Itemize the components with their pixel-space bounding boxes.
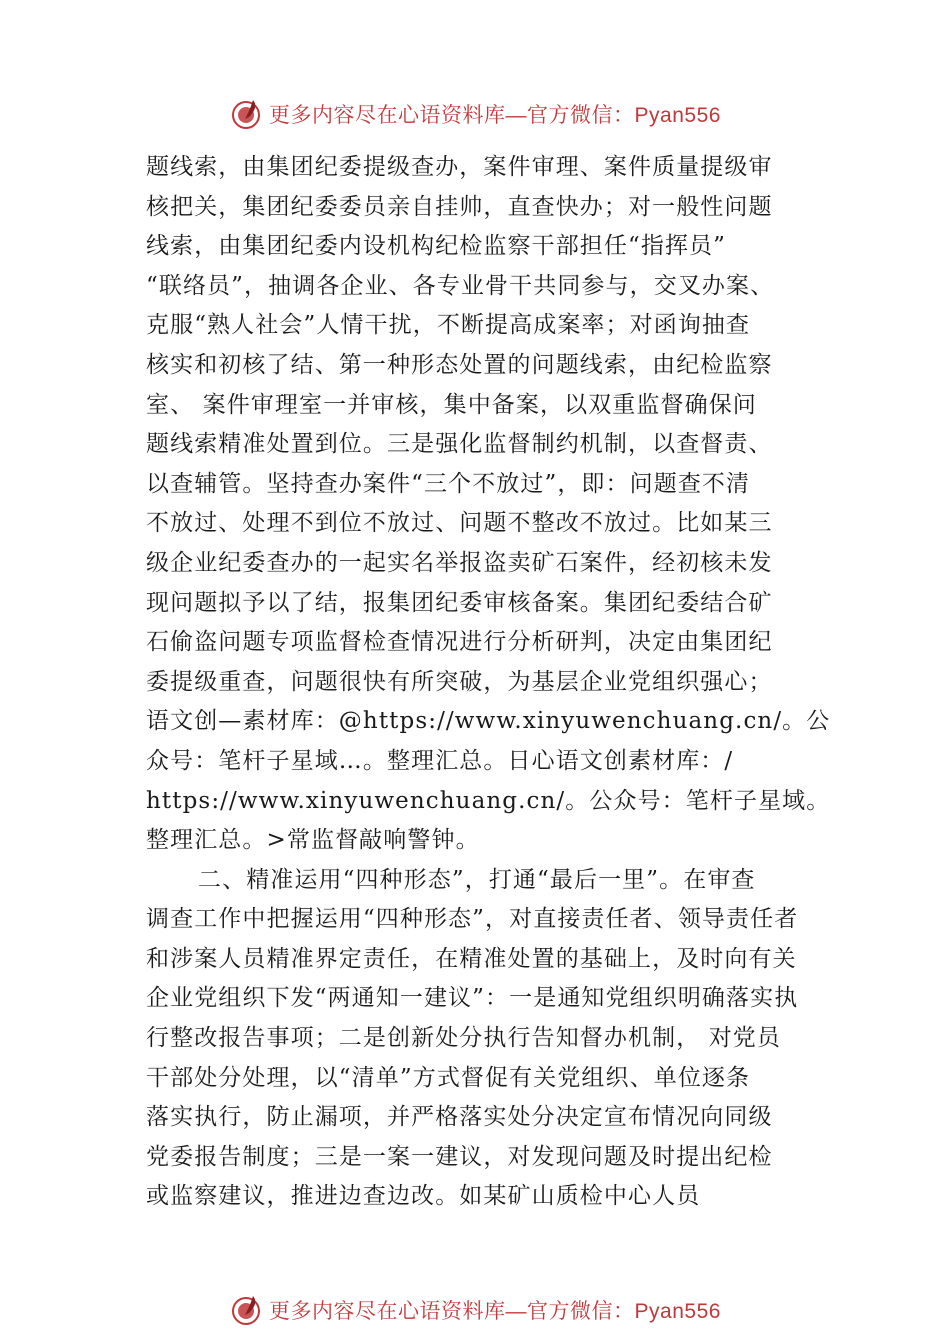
body-line: 调查工作中把握运用“四种形态”，对直接责任者、领导责任者 xyxy=(146,906,799,933)
body-line: 或监察建议，推进边查边改。如某矿山质检中心人员 xyxy=(146,1183,701,1210)
body-line: 行整改报告事项；二是创新处分执行告知督办机制， 对党员 xyxy=(146,1025,782,1052)
banner-text xyxy=(269,1295,721,1325)
banner-text xyxy=(269,99,721,129)
body-line: https://www.xinyuwenchuang.cn/。公众号：笔杆子星域。 xyxy=(146,787,831,814)
body-line: 核把关，集团纪委委员亲自挂帅，直查快办；对一般性问题 xyxy=(146,193,773,220)
body-line: 委提级重查，问题很快有所突破，为基层企业党组织强心； xyxy=(146,668,773,695)
banner-contact: —官方微信：Pyan556 xyxy=(505,1300,721,1323)
body-line: 语文创—素材库：@https://www.xinyuwenchuang.cn/。公 xyxy=(146,708,831,735)
body-line: 企业党组织下发“两通知一建议”：一是通知党组织明确落实执 xyxy=(146,985,799,1012)
body-line: 核实和初核了结、第一种形态处置的问题线索，由纪检监察 xyxy=(146,351,773,378)
body-line: 整理汇总。>常监督敲响警钟。 xyxy=(146,827,480,854)
body-line: 克服“熟人社会”人情干扰，不断提高成案率；对函询抽查 xyxy=(146,312,751,339)
body-line: 众号：笔杆子星域…。整理汇总。日心语文创素材库：/ xyxy=(146,747,734,774)
body-line: 落实执行，防止漏项，并严格落实处分决定宣布情况向同级 xyxy=(146,1104,773,1131)
body-line: 以查辅管。坚持查办案件“三个不放过”，即：问题查不清 xyxy=(146,470,751,497)
footer-banner xyxy=(0,1290,950,1330)
body-line: 党委报告制度；三是一案一建议，对发现问题及时提出纪检 xyxy=(146,1143,773,1170)
body-line: 题线索，由集团纪委提级查办，案件审理、案件质量提级审 xyxy=(146,154,773,180)
body-line: 干部处分处理，以“清单”方式督促有关党组织、单位逐条 xyxy=(146,1064,751,1091)
body-line: 级企业纪委查办的一起实名举报盗卖矿石案件，经初核未发 xyxy=(146,549,773,576)
body-line: 石偷盗问题专项监督检查情况进行分析研判，决定由集团纪 xyxy=(146,629,773,656)
quill-seal-icon xyxy=(229,97,263,131)
body-line: 现问题拟予以了结，报集团纪委审核备案。集团纪委结合矿 xyxy=(146,589,773,616)
body-line: 和涉案人员精准界定责任，在精准处置的基础上，及时向有关 xyxy=(146,945,797,972)
body-line: “联络员”，抽调各企业、各专业骨干共同参与，交叉办案、 xyxy=(146,272,775,299)
quill-seal-icon xyxy=(229,1293,263,1327)
section-heading-line: 二、精准运用“四种形态”，打通“最后一里”。在审查 xyxy=(198,866,756,893)
banner-main: 更多内容尽在心语资料库 xyxy=(269,1299,506,1323)
body-line: 线索，由集团纪委内设机构纪检监察干部担任“指挥员” xyxy=(146,233,727,260)
body-line: 室、 案件审理室一并审核，集中备案，以双重监督确保问 xyxy=(146,391,757,418)
body-line: 不放过、处理不到位不放过、问题不整改不放过。比如某三 xyxy=(146,510,773,537)
header-banner xyxy=(0,94,950,134)
banner-main: 更多内容尽在心语资料库 xyxy=(269,103,506,127)
banner-contact: —官方微信：Pyan556 xyxy=(505,104,721,127)
body-line: 题线索精准处置到位。三是强化监督制约机制，以查督责、 xyxy=(146,431,773,458)
document-body xyxy=(146,148,836,1217)
